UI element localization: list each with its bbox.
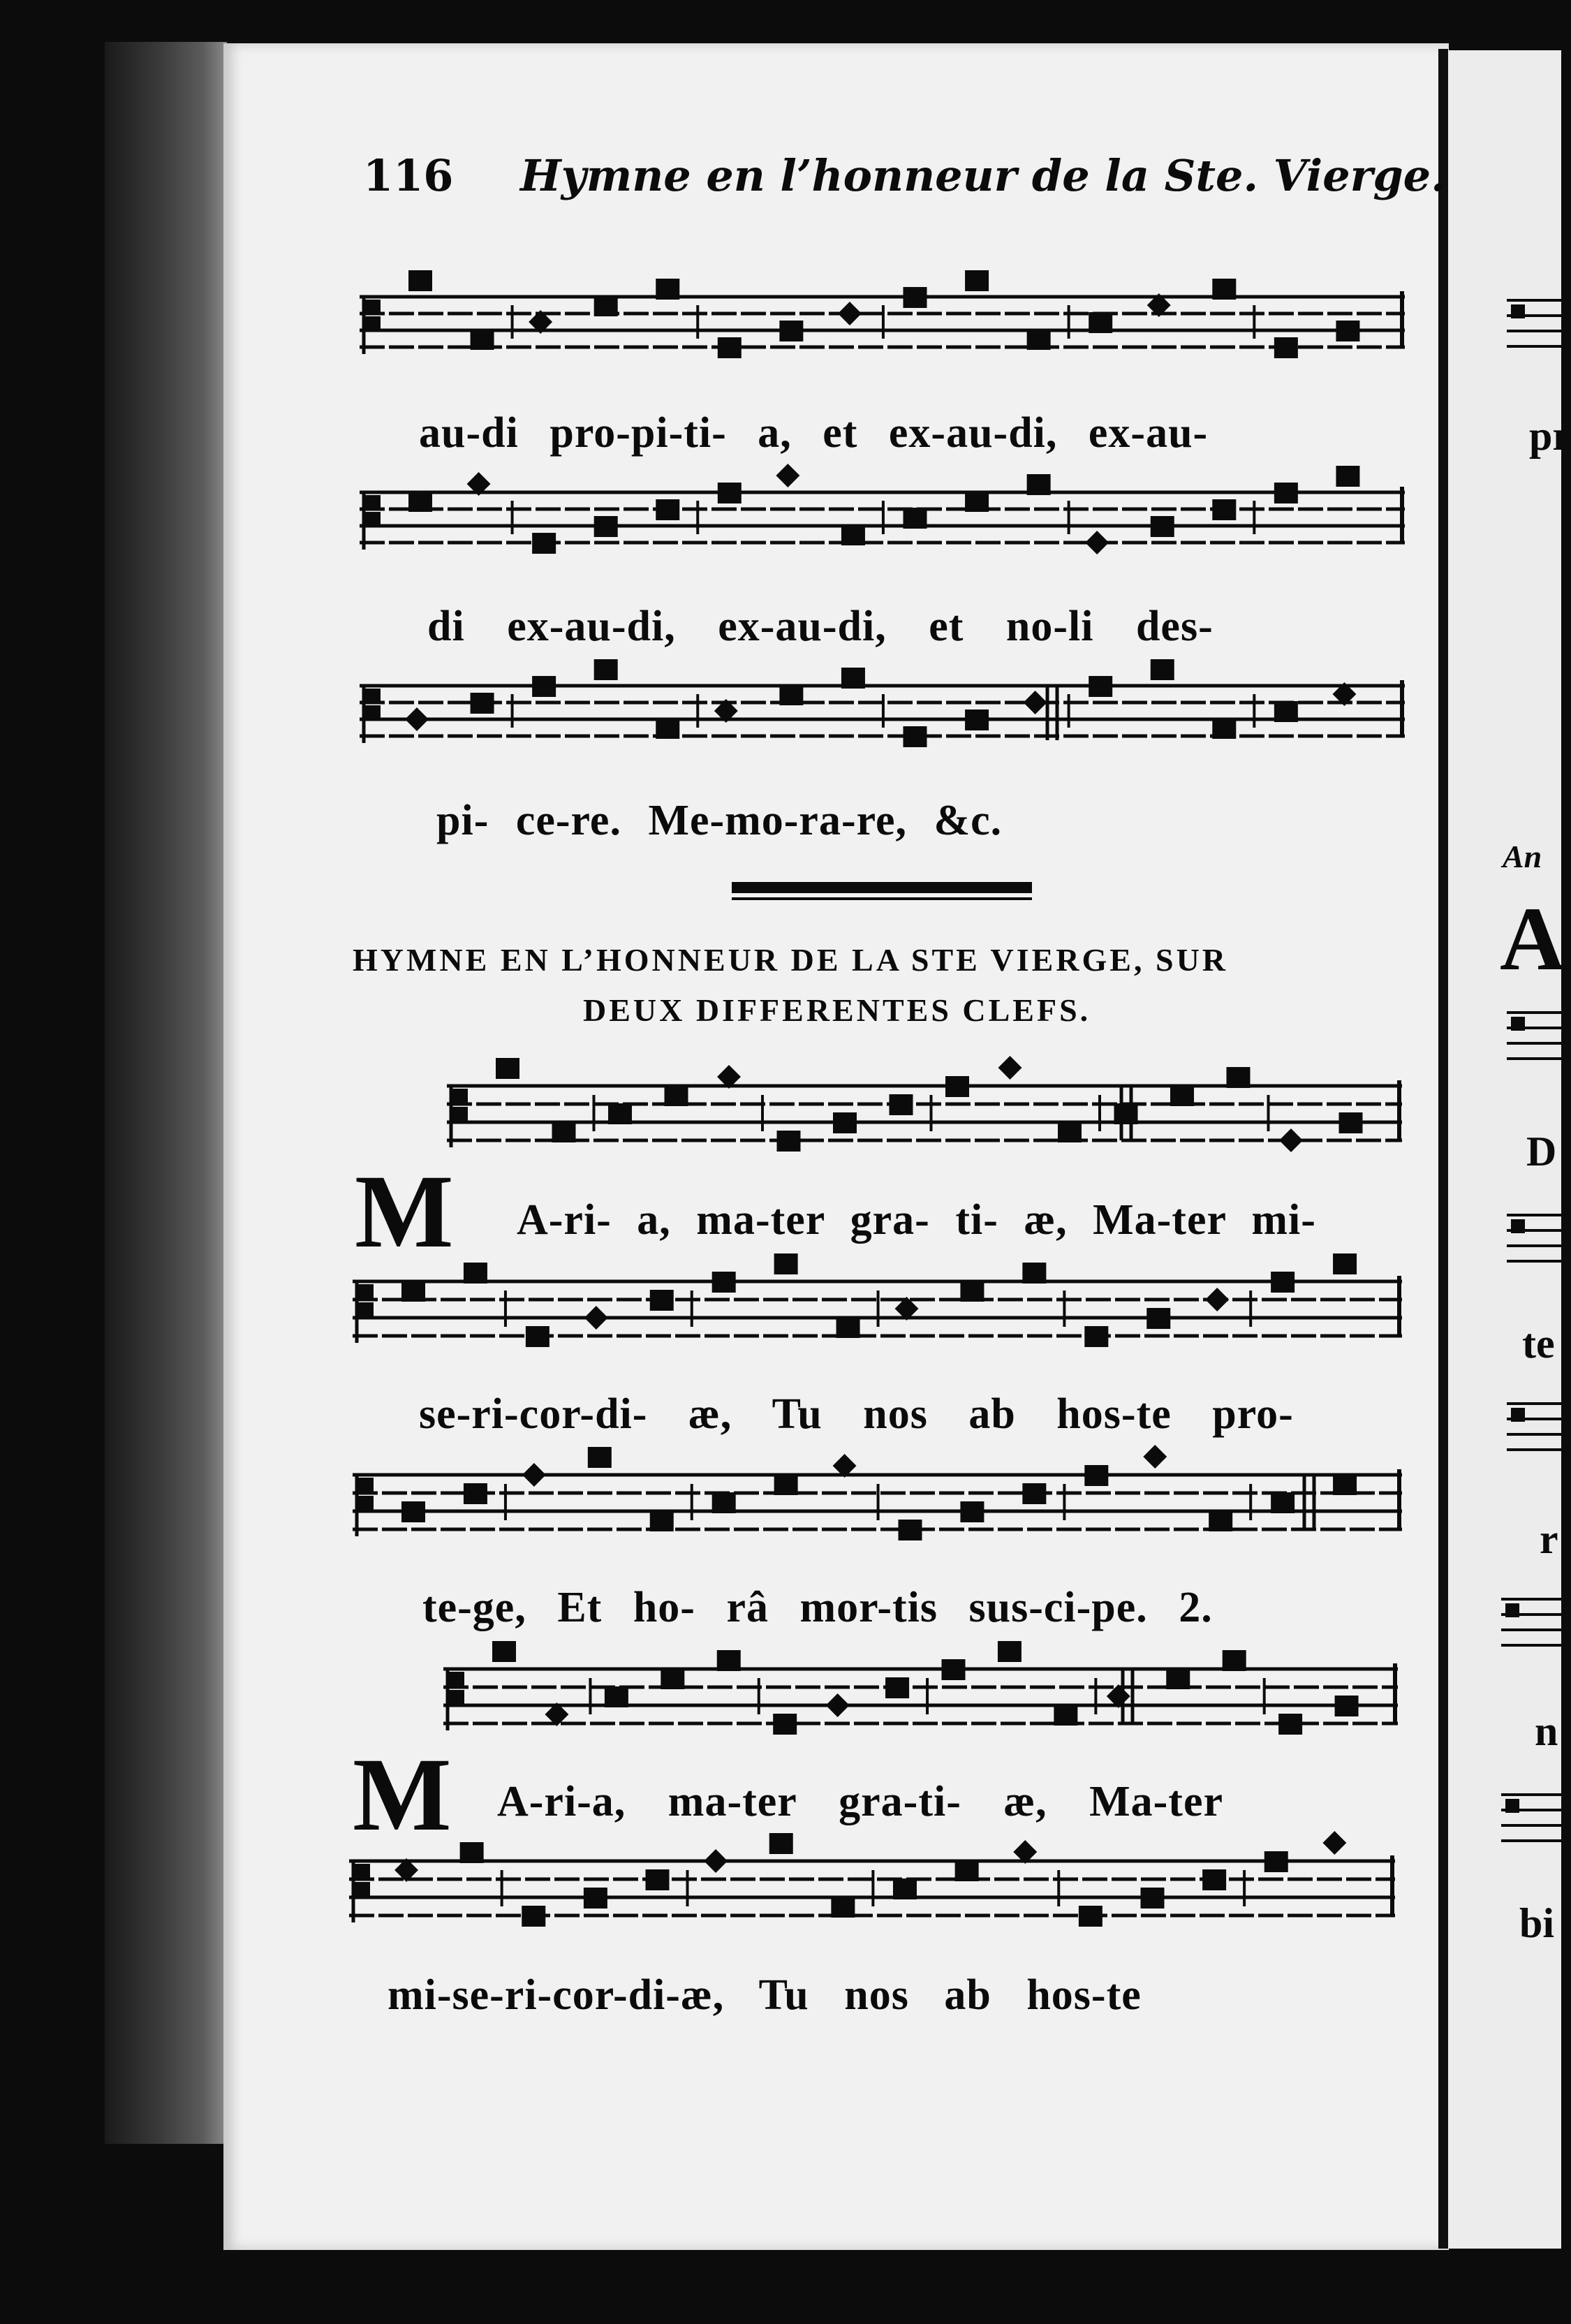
chant-clef-icon xyxy=(355,1882,370,1897)
neume-rhombus xyxy=(1322,1831,1346,1855)
neume-rhombus xyxy=(998,1056,1022,1080)
neume-punctum xyxy=(717,1650,741,1671)
neume-punctum xyxy=(401,1501,425,1522)
neume-punctum xyxy=(1339,1112,1363,1133)
facing-fragment-1: pr xyxy=(1529,413,1571,459)
neume-punctum xyxy=(1209,1510,1232,1531)
neume-punctum xyxy=(1166,1668,1190,1689)
facing-fragment-3: A xyxy=(1500,889,1565,990)
neume-punctum xyxy=(1151,659,1174,680)
facing-clef-icon xyxy=(1511,1408,1525,1422)
neume-punctum xyxy=(1202,1869,1226,1890)
neume-punctum xyxy=(464,1263,487,1284)
neume-punctum xyxy=(594,295,618,316)
neume-rhombus xyxy=(1205,1288,1229,1311)
neume-punctum xyxy=(718,483,742,503)
neume-punctum xyxy=(1278,1714,1302,1735)
neume-punctum xyxy=(1151,516,1174,537)
neume-punctum xyxy=(656,718,679,739)
lyric-line-8: mi-se-ri-cor-di-æ, Tu nos ab hos-te xyxy=(388,1971,1142,2019)
lyric-line-6: te-ge, Et ho- râ mor-tis sus-ci-pe. 2. xyxy=(422,1584,1213,1631)
facing-clef-icon xyxy=(1511,304,1525,318)
neume-punctum xyxy=(998,1641,1021,1662)
chant-clef-icon xyxy=(365,316,381,332)
neume-punctum xyxy=(885,1677,909,1698)
facing-clef-icon xyxy=(1505,1799,1519,1813)
facing-fragment-2: An xyxy=(1503,839,1542,874)
neume-punctum xyxy=(1089,312,1112,333)
neume-punctum xyxy=(522,1906,545,1927)
neume-punctum xyxy=(1022,1483,1046,1504)
neume-punctum xyxy=(1212,718,1236,739)
neume-punctum xyxy=(588,1447,612,1468)
neume-punctum xyxy=(552,1121,576,1142)
neume-punctum xyxy=(942,1659,966,1680)
neume-rhombus xyxy=(704,1849,728,1873)
neume-punctum xyxy=(1022,1263,1046,1284)
neume-punctum xyxy=(893,1878,917,1899)
neume-rhombus xyxy=(405,707,429,731)
neume-punctum xyxy=(1274,483,1298,503)
neume-punctum xyxy=(460,1842,484,1863)
chant-clef-icon xyxy=(449,1690,464,1705)
neume-punctum xyxy=(1227,1067,1251,1088)
hymn-title-line-2: DEUX DIFFERENTES CLEFS. xyxy=(583,992,1091,1028)
neume-punctum xyxy=(1170,1085,1194,1106)
lyric-line-1: au-di pro-pi-ti- a, et ex-au-di, ex-au- xyxy=(419,409,1209,457)
ornamental-rule-thin xyxy=(732,897,1032,900)
facing-fragment-7: n xyxy=(1535,1708,1558,1754)
neume-punctum xyxy=(718,337,742,358)
neume-punctum xyxy=(965,709,989,730)
neume-punctum xyxy=(408,491,432,512)
neume-punctum xyxy=(646,1869,670,1890)
chant-clef-icon xyxy=(365,705,381,721)
neume-punctum xyxy=(1212,279,1236,300)
neume-punctum xyxy=(1027,474,1051,495)
neume-punctum xyxy=(1084,1465,1108,1486)
neume-punctum xyxy=(1146,1308,1170,1329)
neume-punctum xyxy=(471,329,494,350)
hymn-title-line-1: HYMNE EN L’HONNEUR DE LA STE VIERGE, SUR xyxy=(353,942,1229,978)
neume-punctum xyxy=(903,726,927,747)
neume-punctum xyxy=(773,1714,797,1735)
facing-clef-icon xyxy=(1511,1219,1525,1233)
neume-punctum xyxy=(779,684,803,705)
chant-clef-icon xyxy=(449,1672,464,1687)
facing-clef-icon xyxy=(1511,1017,1525,1031)
facing-fragment-5: te xyxy=(1522,1321,1555,1367)
neume-punctum xyxy=(903,508,927,529)
running-head: Hymne en l’honneur de la Ste. Vierge. xyxy=(520,150,1446,201)
facing-fragment-8: bi xyxy=(1519,1900,1555,1946)
neume-punctum xyxy=(408,270,432,291)
neume-punctum xyxy=(836,1317,860,1338)
neume-punctum xyxy=(526,1326,550,1347)
neume-punctum xyxy=(945,1076,969,1097)
neume-punctum xyxy=(779,321,803,341)
chant-clef-icon xyxy=(365,512,381,527)
chant-clef-icon xyxy=(365,495,381,510)
neume-rhombus xyxy=(1024,691,1047,714)
neume-punctum xyxy=(1274,337,1298,358)
neume-punctum xyxy=(774,1474,798,1495)
neume-punctum xyxy=(960,1501,984,1522)
chant-clef-icon xyxy=(452,1089,468,1104)
page-number: 116 xyxy=(363,150,454,201)
neume-punctum xyxy=(401,1281,425,1302)
neume-punctum xyxy=(1027,329,1051,350)
chant-clef-icon xyxy=(355,1864,370,1879)
neume-punctum xyxy=(833,1112,857,1133)
chant-clef-icon xyxy=(358,1478,374,1493)
lyric-line-4: A-ri- a, ma-ter gra- ti- æ, Ma-ter mi- xyxy=(517,1196,1316,1244)
neume-punctum xyxy=(903,287,927,308)
neume-punctum xyxy=(1271,1272,1295,1293)
chant-clef-icon xyxy=(358,1302,374,1318)
neume-punctum xyxy=(1336,466,1359,487)
neume-punctum xyxy=(471,693,494,714)
facing-clef-icon xyxy=(1505,1603,1519,1617)
neume-punctum xyxy=(960,1281,984,1302)
neume-punctum xyxy=(1274,701,1298,722)
neume-punctum xyxy=(1335,1696,1359,1716)
neume-rhombus xyxy=(776,464,799,487)
neume-rhombus xyxy=(1143,1445,1167,1469)
neume-punctum xyxy=(1089,676,1112,697)
chant-clef-icon xyxy=(452,1107,468,1122)
facing-fragment-6: r xyxy=(1540,1516,1558,1562)
facing-fragment-4: D xyxy=(1526,1128,1557,1175)
neume-punctum xyxy=(650,1290,674,1311)
neume-punctum xyxy=(594,516,618,537)
chant-clef-icon xyxy=(365,689,381,704)
lyric-line-3: pi- ce-re. Me-mo-ra-re, &c. xyxy=(436,797,1003,844)
neume-punctum xyxy=(656,279,679,300)
neume-punctum xyxy=(774,1253,798,1274)
neume-punctum xyxy=(712,1492,736,1513)
ornamental-rule xyxy=(732,882,1032,893)
neume-punctum xyxy=(841,524,865,545)
neume-rhombus xyxy=(1085,531,1109,554)
neume-punctum xyxy=(1336,321,1359,341)
neume-punctum xyxy=(955,1860,979,1881)
dropcap-m-2: M xyxy=(353,1737,452,1853)
neume-punctum xyxy=(769,1833,793,1854)
lyric-line-5: se-ri-cor-di- æ, Tu nos ab hos-te pro- xyxy=(419,1390,1294,1438)
neume-punctum xyxy=(777,1131,801,1152)
neume-punctum xyxy=(492,1641,516,1662)
neume-punctum xyxy=(532,533,556,554)
neume-punctum xyxy=(1058,1121,1082,1142)
neume-rhombus xyxy=(1279,1128,1303,1152)
neume-punctum xyxy=(496,1058,519,1079)
neume-punctum xyxy=(965,270,989,291)
neume-punctum xyxy=(594,659,618,680)
neume-punctum xyxy=(1212,499,1236,520)
neume-rhombus xyxy=(838,302,862,325)
neume-punctum xyxy=(1054,1705,1077,1726)
neume-punctum xyxy=(712,1272,736,1293)
neume-punctum xyxy=(650,1510,674,1531)
chant-clef-icon xyxy=(358,1496,374,1511)
neume-punctum xyxy=(831,1897,855,1918)
neume-punctum xyxy=(532,676,556,697)
dropcap-m-1: M xyxy=(355,1154,454,1270)
neume-punctum xyxy=(890,1094,913,1115)
neume-punctum xyxy=(899,1520,922,1540)
neume-punctum xyxy=(841,668,865,689)
neume-punctum xyxy=(1333,1253,1357,1274)
neume-rhombus xyxy=(826,1693,850,1717)
neume-punctum xyxy=(665,1085,688,1106)
neume-punctum xyxy=(965,491,989,512)
neume-punctum xyxy=(584,1888,607,1909)
neume-punctum xyxy=(608,1103,632,1124)
chant-clef-icon xyxy=(358,1284,374,1300)
neume-punctum xyxy=(1084,1326,1108,1347)
lyric-line-2: di ex-au-di, ex-au-di, et no-li des- xyxy=(427,603,1214,650)
neume-rhombus xyxy=(584,1306,608,1330)
neume-punctum xyxy=(1079,1906,1102,1927)
lyric-line-7: A-ri-a, ma-ter gra-ti- æ, Ma-ter xyxy=(497,1778,1223,1825)
neume-punctum xyxy=(656,499,679,520)
neume-punctum xyxy=(1114,1103,1138,1124)
neume-punctum xyxy=(1223,1650,1246,1671)
neume-punctum xyxy=(1333,1474,1357,1495)
neume-punctum xyxy=(464,1483,487,1504)
chant-clef-icon xyxy=(365,300,381,315)
neume-punctum xyxy=(661,1668,684,1689)
neume-punctum xyxy=(1141,1888,1165,1909)
neume-rhombus xyxy=(522,1463,546,1487)
neume-punctum xyxy=(1264,1851,1288,1872)
neume-punctum xyxy=(605,1686,628,1707)
neume-punctum xyxy=(1271,1492,1295,1513)
